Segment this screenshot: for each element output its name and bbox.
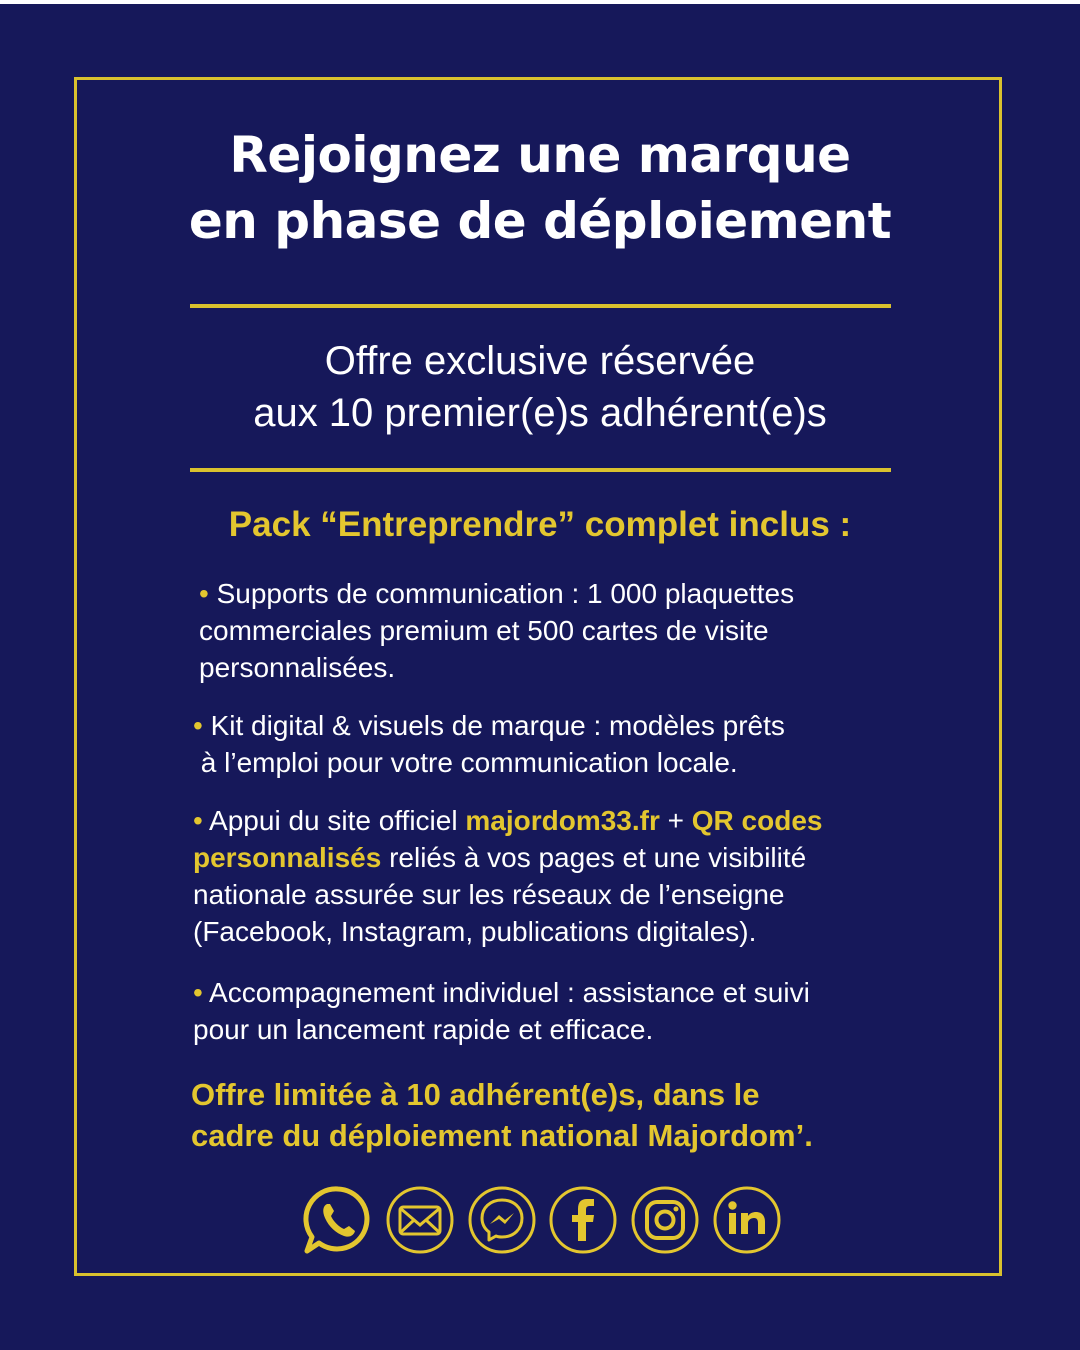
item-supports: [199, 575, 899, 686]
bullet: •: [193, 710, 203, 741]
site-after: reliés à vos pages et une visibilité: [389, 842, 807, 873]
qr-personalised-text: personnalisés: [193, 842, 382, 873]
site-line-4: (Facebook, Instagram, publications digitales).: [193, 916, 757, 947]
kit-line-2: à l’emploi pour votre communication locale.: [200, 747, 738, 778]
mail-icon[interactable]: [385, 1185, 455, 1255]
site-before: Appui du site officiel: [209, 805, 458, 836]
divider-bottom: [190, 468, 891, 472]
divider-top: [190, 304, 891, 308]
accomp-line-2: pour un lancement rapide et efficace.: [193, 1014, 654, 1045]
offer-line-2: aux 10 premier(e)s adhérent(e)s: [253, 391, 827, 435]
whatsapp-icon[interactable]: [303, 1185, 373, 1255]
page-title: [0, 122, 1080, 254]
top-strip: [0, 0, 1080, 4]
item-accompaniment: [193, 974, 913, 1048]
linkedin-icon[interactable]: [712, 1185, 782, 1255]
item-site: [193, 802, 913, 950]
offer-subtitle: [0, 335, 1080, 439]
limited-offer-note: [191, 1074, 971, 1156]
social-icons: [0, 1185, 1080, 1255]
supports-line-3: personnalisées.: [199, 652, 396, 683]
site-plus: +: [667, 805, 684, 836]
item-kit: [193, 707, 893, 781]
limit-line-2: cadre du déploiement national Majordom’.: [191, 1118, 813, 1153]
bullet: •: [193, 805, 203, 836]
messenger-icon[interactable]: [467, 1185, 537, 1255]
bullet: •: [199, 578, 209, 609]
supports-line-2: commerciales premium et 500 cartes de visite: [199, 615, 769, 646]
site-line-3: nationale assurée sur les réseaux de l’enseigne: [193, 879, 785, 910]
qr-codes-text: QR codes: [691, 805, 823, 836]
facebook-icon[interactable]: [548, 1185, 618, 1255]
title-line-2: en phase de déploiement: [188, 192, 892, 250]
title-line-1: Rejoignez une marque: [229, 126, 851, 184]
accomp-line-1: Accompagnement individuel : assistance et suivi: [209, 977, 810, 1008]
site-link[interactable]: majordom33.fr: [465, 805, 660, 836]
bullet: •: [193, 977, 203, 1008]
pack-heading: Pack “Entreprendre” complet inclus :: [228, 505, 852, 544]
supports-line-1: Supports de communication : 1 000 plaquettes: [216, 578, 795, 609]
instagram-icon[interactable]: [630, 1185, 700, 1255]
kit-line-1: Kit digital & visuels de marque : modèles prêts: [210, 710, 785, 741]
offer-line-1: Offre exclusive réservée: [324, 339, 756, 383]
limit-line-1: Offre limitée à 10 adhérent(e)s, dans le: [191, 1077, 760, 1112]
